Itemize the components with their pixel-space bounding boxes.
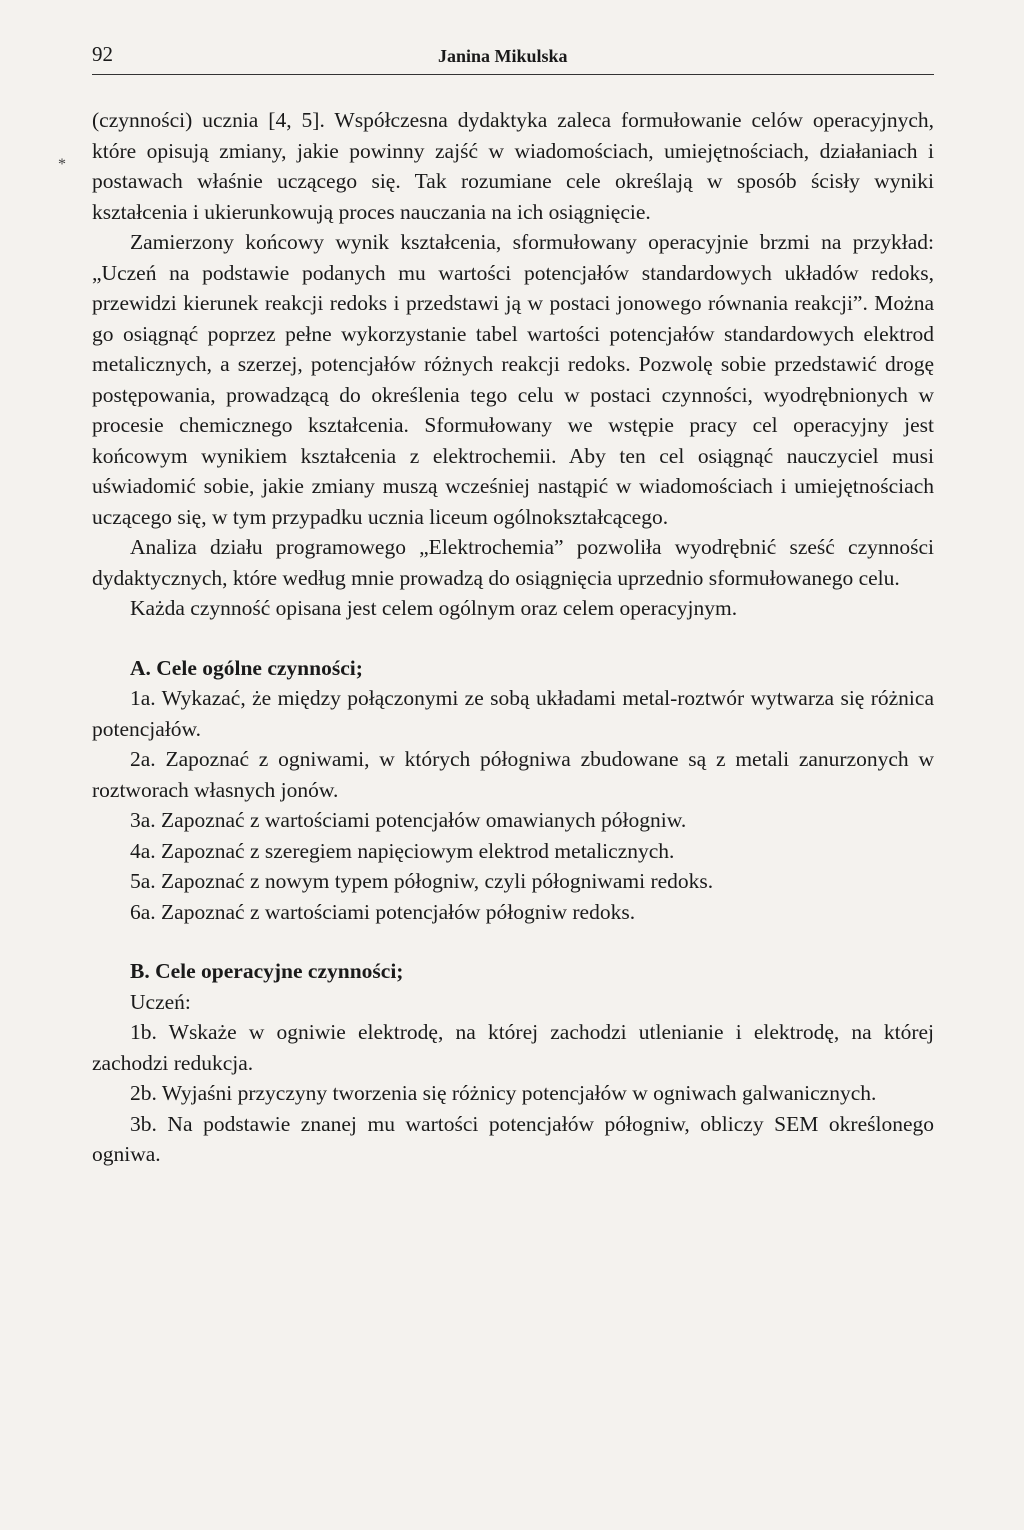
- page-number: 92: [92, 42, 113, 66]
- body-text: [92, 105, 934, 1170]
- paragraph: Każda czynność opisana jest celem ogólnym oraz celem operacyjnym.: [130, 596, 738, 620]
- list-item: 4a. Zapoznać z szeregiem napięciowym elektrod metalicznych.: [130, 838, 675, 863]
- list-item: 1a. Wykazać, że między połączonymi ze sobą układami metal-roztwór wytwarza się różnica potencjałów.: [92, 686, 934, 741]
- section-spacer: [92, 624, 934, 653]
- page: [92, 40, 934, 1170]
- paragraph: Zamierzony końcowy wynik kształcenia, sformułowany operacyjnie brzmi na przykład: „Uczeń na podstawie podanych mu wartości potencjałów standardowych układów redoks, przewidzi kierunek reakcji redoks i przedstawi ją w postaci jonowego równania reakcji”. Można go osiągnąć poprzez pełne wykorzystanie tabel wartości potencjałów standardowych elektrod metalicznych, a szerzej, potencjałów różnych reakcji redoks. Pozwolę sobie przedstawić drogę postępowania, prowadzącą do określenia tego celu w postaci czynności, wyodrębnionych w procesie chemicznego kształcenia. Sformułowany we wstępie pracy cel operacyjny jest końcowym wynikiem kształcenia z elektrochemii. Aby ten cel osiągnąć nauczyciel musi uświadomić sobie, jakie zmiany muszą wcześniej nastąpić w wiadomościach i umiejętnościach uczącego się, w tym przypadku ucznia liceum ogólnokształcącego.: [92, 230, 934, 529]
- running-head: [92, 40, 934, 75]
- list-item: 6a. Zapoznać z wartościami potencjałów półogniw redoks.: [130, 899, 636, 924]
- list-item: 2a. Zapoznać z ogniwami, w których półogniwa zbudowane są z metali zanurzonych w roztworach własnych jonów.: [92, 747, 934, 802]
- paragraph-continuation: (czynności) ucznia [4, 5]. Współczesna dydaktyka zaleca formułowanie celów operacyjnych, które opisują zmiany, jakie powinny zajść w wiadomościach, umiejętnościach, działaniach i postawach właśnie uczącego się. Tak rozumiane cele określają w sposób ścisły wyniki kształcenia i ukierunkowują proces nauczania na ich osiągnięcie.: [92, 108, 934, 224]
- section-b-heading: B. Cele operacyjne czynności;: [130, 959, 404, 983]
- list-item: 3b. Na podstawie znanej mu wartości potencjałów półogniw, obliczy SEM określonego ogniwa.: [92, 1111, 934, 1166]
- list-item: 5a. Zapoznać z nowym typem półogniw, czyli półogniwami redoks.: [130, 869, 714, 893]
- margin-mark: *: [58, 156, 66, 173]
- list-item: 1b. Wskaże w ogniwie elektrodę, na której zachodzi utlenianie i elektrodę, na której zachodzi redukcja.: [92, 1020, 934, 1075]
- section-b-intro: Uczeń:: [130, 989, 191, 1014]
- list-item: 2b. Wyjaśni przyczyny tworzenia się różnicy potencjałów w ogniwach galwanicznych.: [130, 1081, 877, 1105]
- header-author: Janina Mikulska: [438, 46, 568, 66]
- paragraph: Analiza działu programowego „Elektrochemia” pozwoliła wyodrębnić sześć czynności dydaktycznych, które według mnie prowadzą do osiągnięcia uprzednio sformułowanego celu.: [92, 535, 934, 590]
- section-spacer: [92, 927, 934, 956]
- section-a-heading: A. Cele ogólne czynności;: [130, 655, 363, 680]
- list-item: 3a. Zapoznać z wartościami potencjałów omawianych półogniw.: [130, 808, 687, 832]
